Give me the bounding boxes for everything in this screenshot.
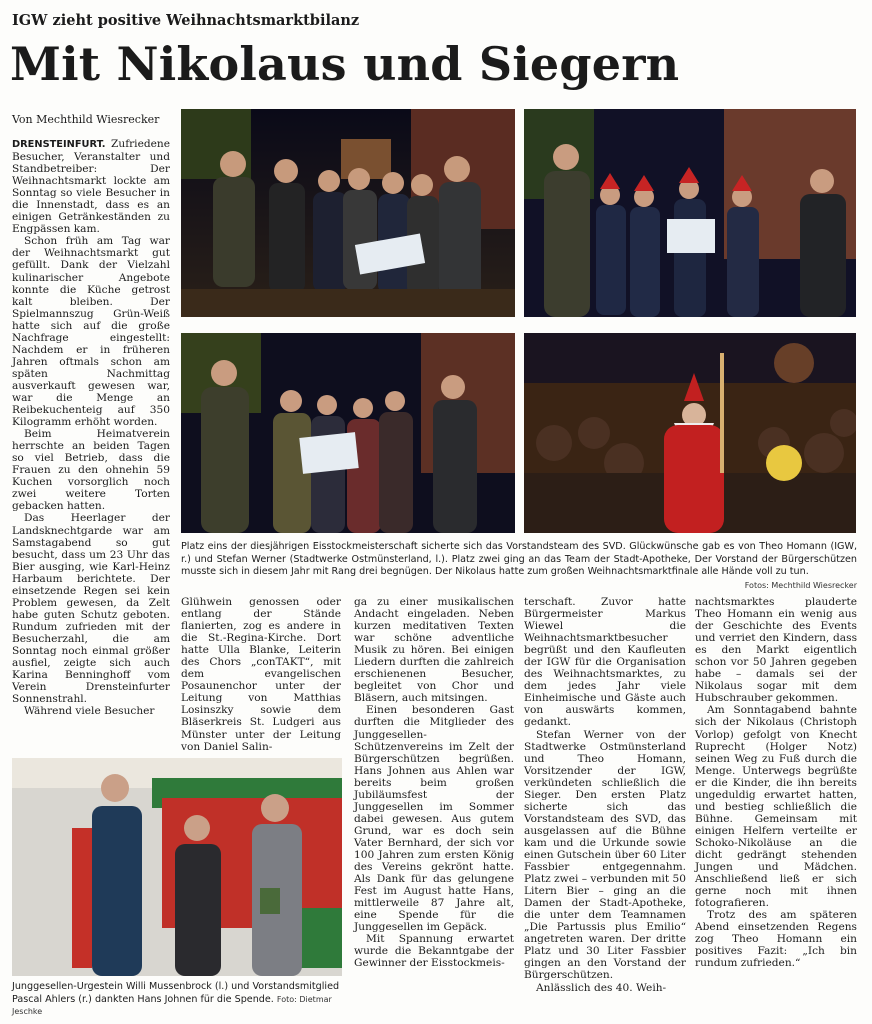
paragraph: nachtsmarktes plauderte Theo Homann ein wenig aus der Geschichte des Events und verriet den Kindern, dass es den Markt eigentlich schon vor 50 Jahren gegeben habe – damals sei der Nikolaus sogar mit dem Hubschrauber gekommen. <box>695 596 857 705</box>
article-byline: Von Mechthild Wiesrecker <box>12 113 160 126</box>
text-column-3 <box>354 596 514 969</box>
article-kicker: IGW zieht positive Weihnachtsmarktbilanz <box>12 12 360 29</box>
paragraph: Beim Heimatverein herrschte an beiden Tagen so viel Betrieb, dass die Frauen zu den ohnehin 59 Kuchen vorsorglich noch zwei weitere Torten gebacken hatten. <box>12 428 170 513</box>
text-column-4 <box>524 596 686 994</box>
photo-credit: Fotos: Mechthild Wiesrecker <box>744 580 857 590</box>
text-column-2 <box>181 596 341 753</box>
text-column-1 <box>12 138 170 717</box>
paragraph: ga zu einer musikalischen Andacht eingeladen. Neben kurzen meditativen Texten war schöne adventliche Musik zu hören. Bei einigen Liedern durften die zahlreich erschienenen Besucher, begleitet von Chor und Bläsern, auch mitsingen. <box>354 596 514 705</box>
paragraph: Zufriedene Besucher, Veranstalter und Standbetreiber: Der Weihnachtsmarkt lockte am Sonntag so viele Besucher in die Innenstadt, dass es an einigen Getränkeständen zu Engpässen kam. <box>12 138 170 236</box>
photo-caption-small <box>12 981 344 1019</box>
paragraph: Glühwein genossen oder entlang der Stände flanierten, zog es andere in die St.-Regina-Kirche. Dort hatte Ulla Blanke, Leiterin des Chors „conTAKT“, mit dem evangelischen Posaunenchor unter der Leitung von Matthias Losinszky sowie dem Bläserkreis St. Ludgeri aus Münster unter der Leitung von Daniel Salin- <box>181 596 341 753</box>
paragraph: Mit Spannung erwartet wurde die Bekanntgabe der Gewinner der Eisstockmeis- <box>354 933 514 970</box>
paragraph: Am Sonntagabend bahnte sich der Nikolaus (Christoph Vorlop) gefolgt von Knecht Ruprecht (Holger Notz) seinen Weg zu Fuß durch die Menge. Unterwegs begrüßte er die Kinder, die ihn bereits ungeduldig erwartet hatten, und bestieg schließlich die Bühne. Gemeinsam mit einigen Helfern verteilte er Schoko-Nikoläuse an die dicht gedrängt stehenden Jungen und Mädchen. Anschließend ließ er sich gerne noch mit ihnen fotografieren. <box>695 704 857 910</box>
paragraph: Einen besonderen Gast durften die Mitglieder des Junggesellen-Schützenvereins im Zelt der Bürgerschützen begrüßen. Hans Johnen aus Ahlen war bereits beim großen Jubiläumsfest der Junggesellen im Sommer dabei gewesen. Aus gutem Grund, war es doch sein Vater Bernhard, der sich vor 100 Jahren zum ersten König des Vereins gekrönt hatte. Als Dank für das gelungene Fest im August hatte Hans, mittlerweile 87 Jahre alt, eine Spende für die Junggesellen im Gepäck. <box>354 704 514 934</box>
article-headline: Mit Nikolaus und Siegern <box>10 37 680 91</box>
photo-apotheke-team <box>524 109 856 317</box>
paragraph: Anlässlich des 40. Weih- <box>536 981 667 994</box>
paragraph: Während viele Besucher <box>24 705 155 718</box>
paragraph: Trotz des am späteren Abend einsetzenden Regens zog Theo Homann ein positives Fazit: „Ich bin rundum zufrieden.“ <box>695 909 857 970</box>
photo-credit: Foto: Dietmar Jeschke <box>12 994 332 1017</box>
text-column-5 <box>695 596 857 969</box>
caption-text: Platz eins der diesjährigen Eisstockmeisterschaft sicherte sich das Vorstandsteam des SVD. Glückwünsche gab es von Theo Homann (IGW, r.) und Stefan Werner (Stadtwerke Ostmünsterland, l.). Platz zwei ging an das Team der Stadt-Apotheke, Der Vorstand der Bürgerschützen musste sich in diesem Jahr mit Rang drei begnügen. Der Nikolaus hatte zum großen Weihnachtsmarktfinale alle Hände voll zu tun. <box>181 541 857 578</box>
photo-junggesellen <box>12 758 342 976</box>
caption-text: Junggesellen-Urgestein Willi Mussenbrock (l.) und Vorstandsmitglied Pascal Ahlers (r.) dankten Hans Johnen für die Spende. <box>12 981 340 1005</box>
paragraph: Stefan Werner von der Stadtwerke Ostmünsterland und Theo Homann, Vorsitzender der IGW, verkündeten schließlich die Sieger. Den ersten Platz sicherte sich das Vorstandsteam des SVD, das ausgelassen auf die Bühne kam und die Urkunde sowie einen Gutschein über 60 Liter Fassbier entgegennahm. Platz zwei – verbunden mit 50 Litern Bier – ging an die Damen der Stadt-Apotheke, die unter dem Teamnamen „Die Partussis plus Emilio“ angetreten waren. Der dritte Platz und 30 Liter Fassbier gingen an den Vorstand der Bürgerschützen. <box>524 728 686 982</box>
paragraph: terschaft. Zuvor hatte Bürgermeister Markus Wiewel die Weihnachtsmarktbesucher begrüßt und den Kaufleuten der IGW für die Organisation des Weihnachtsmarktes, zu dem jedes Jahr viele Einheimische und Gäste auch von auswärts kommen, gedankt. <box>524 596 686 729</box>
photo-svd-team <box>181 109 515 317</box>
paragraph: Schon früh am Tag war der Weihnachtsmarkt gut gefüllt. Dank der Vielzahl kulinarischer Angebote konnte die Küche getrost kalt bleiben. Der Spielmannszug Grün-Weiß hatte sich auf die große Nachfrage eingestellt: Nachdem er in früheren Jahren oftmals schon am späten Nachmittag ausverkauft gewesen war, war die Menge an Reibekuchenteig auf 350 Kilogramm erhöht worden. <box>12 235 170 429</box>
photo-nikolaus <box>524 333 856 533</box>
photo-caption-main <box>181 541 857 592</box>
paragraph: Das Heerlager der Landsknechtgarde war am Samstagabend so gut besucht, dass um 23 Uhr das Bier ausging, wie Karl-Heinz Harbaum berichtete. Der einsetzende Regen sei kein Problem gewesen, da Zelt habe guten Schutz geboten. Rundum zufrieden mit der Besucherzahl, die am Sonntag noch einmal größer ausfiel, zeigte sich auch Karina Benninghoff vom Verein Drensteinfurter Sonnenstrahl. <box>12 512 170 706</box>
photo-buergerschuetzen <box>181 333 515 533</box>
dateline: DRENSTEINFURT. <box>12 139 106 150</box>
